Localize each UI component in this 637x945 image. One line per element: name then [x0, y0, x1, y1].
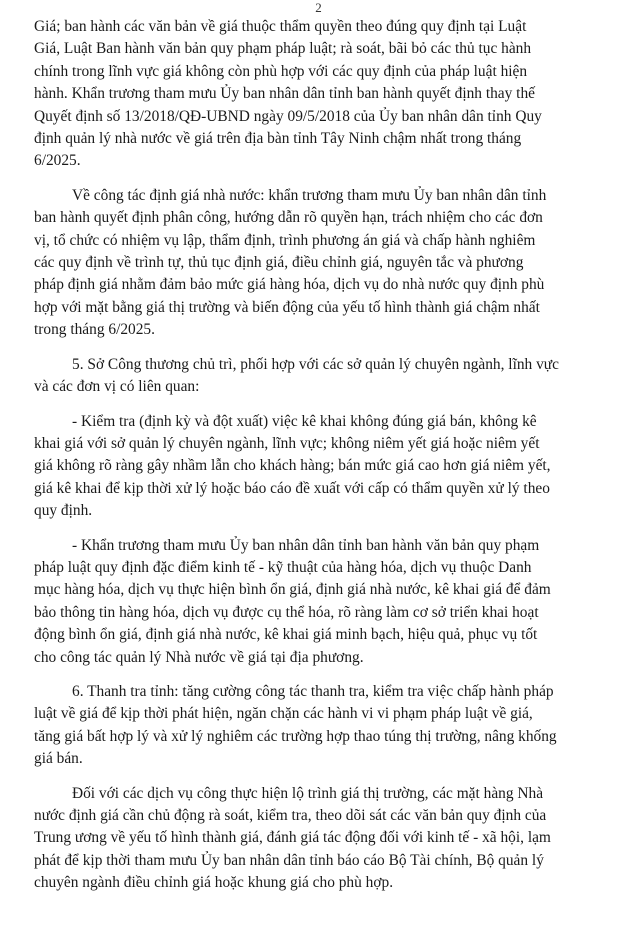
text-line: và các đơn vị có liên quan:: [34, 378, 200, 396]
text-line: Giá, Luật Ban hành văn bản quy phạm pháp luật; rà soát, bãi bỏ các thủ tục hành: [34, 40, 532, 58]
document-body: [34, 16, 614, 895]
text-line: cho công tác quản lý Nhà nước về giá tại địa phương.: [34, 648, 364, 666]
text-line: giá kê khai để kịp thời xử lý hoặc báo cáo đề xuất với cấp có thẩm quyền xử lý theo: [34, 479, 550, 497]
text-line: - Khẩn trương tham mưu Ủy ban nhân dân tỉnh ban hành văn bản quy phạm: [72, 536, 540, 554]
text-line: tăng giá bất hợp lý và xử lý nghiêm các trường hợp thao túng thị trường, nâng khống: [34, 727, 557, 745]
text-line: pháp luật quy định đặc điểm kinh tế - kỹ thuật của hàng hóa, dịch vụ thuộc Danh: [34, 558, 532, 576]
paragraph-public-services: [34, 783, 614, 895]
text-line: Trung ương về yếu tố hình thành giá, đánh giá tác động đối với kinh tế - xã hội, lạm: [34, 829, 551, 847]
text-line: luật về giá để kịp thời phát hiện, ngăn chặn các hành vi vi phạm pháp luật về giá,: [34, 705, 533, 723]
text-line: 5. Sở Công thương chủ trì, phối hợp với các sở quản lý chuyên ngành, lĩnh vực: [72, 355, 559, 373]
text-line: định quản lý nhà nước về giá trên địa bàn tỉnh Tây Ninh chậm nhất trong tháng: [34, 130, 522, 148]
text-line: trong tháng 6/2025.: [34, 321, 155, 339]
text-line: - Kiểm tra (định kỳ và đột xuất) việc kê khai không đúng giá bán, không kê: [72, 412, 537, 430]
text-line: bảo thông tin hàng hóa, dịch vụ được cụ thể hóa, rõ ràng làm cơ sở triển khai hoạt: [34, 603, 539, 621]
paragraph-state-pricing: [34, 185, 614, 342]
page-number: 2: [315, 0, 322, 15]
text-line: 6/2025.: [34, 152, 81, 170]
text-line: giá bán.: [34, 750, 83, 768]
text-line: giá không rõ ràng gây nhầm lẫn cho khách hàng; bán mức giá cao hơn giá niêm yết,: [34, 457, 551, 475]
text-line: mục hàng hóa, dịch vụ thực hiện bình ổn giá, định giá nhà nước, kê khai giá để đảm: [34, 581, 551, 599]
text-line: Đối với các dịch vụ công thực hiện lộ trình giá thị trường, các mặt hàng Nhà: [72, 784, 544, 802]
text-line: chính trong lĩnh vực giá không còn phù hợp với các quy định của pháp luật hiện: [34, 62, 528, 80]
text-line: pháp định giá nhằm đảm bảo mức giá hàng hóa, dịch vụ do nhà nước quy định phù: [34, 276, 545, 294]
text-line: khai giá với sở quản lý chuyên ngành, lĩnh vực; không niêm yết giá hoặc niêm yết: [34, 434, 540, 452]
text-line: phát để kịp thời tham mưu Ủy ban nhân dân tỉnh báo cáo Bộ Tài chính, Bộ quản lý: [34, 851, 544, 869]
text-line: vị, tổ chức có nhiệm vụ lập, thẩm định, trình phương án giá và chấp hành nghiêm: [34, 231, 536, 249]
paragraph-section-6-inspectorate: [34, 681, 614, 771]
text-line: chuyên ngành điều chỉnh giá hoặc khung giá cho phù hợp.: [34, 874, 394, 892]
paragraph-inspection-bullet: [34, 411, 614, 523]
text-line: 6. Thanh tra tỉnh: tăng cường công tác thanh tra, kiểm tra việc chấp hành pháp: [72, 682, 554, 700]
text-line: ban hành quyết định phân công, hướng dẫn rõ quyền hạn, trách nhiệm cho các đơn: [34, 209, 543, 227]
text-line: quy định.: [34, 502, 93, 520]
text-line: Giá; ban hành các văn bản về giá thuộc thẩm quyền theo đúng quy định tại Luật: [34, 18, 527, 35]
text-line: các quy định về trình tự, thủ tục định giá, điều chỉnh giá, nguyên tắc và phương: [34, 254, 524, 272]
paragraph-section-5-heading: [34, 354, 614, 399]
text-line: động bình ổn giá, định giá nhà nước, kê khai giá minh bạch, hiệu quả, phục vụ tốt: [34, 626, 538, 644]
paragraph-price-law-regulations: [34, 16, 614, 173]
text-line: nước định giá cần chủ động rà soát, kiểm tra, theo dõi sát các văn bản quy định của: [34, 807, 547, 824]
paragraph-advise-bullet: [34, 535, 614, 669]
text-line: Về công tác định giá nhà nước: khẩn trương tham mưu Ủy ban nhân dân tỉnh: [72, 186, 547, 204]
text-line: hành. Khẩn trương tham mưu Ủy ban nhân dân tỉnh ban hành quyết định thay thế: [34, 85, 535, 103]
text-line: hợp với mặt bằng giá thị trường và biến động của yếu tố hình thành giá chậm nhất: [34, 298, 540, 316]
text-line: Quyết định số 13/2018/QĐ-UBND ngày 09/5/2018 của Ủy ban nhân dân tỉnh Quy: [34, 107, 542, 125]
